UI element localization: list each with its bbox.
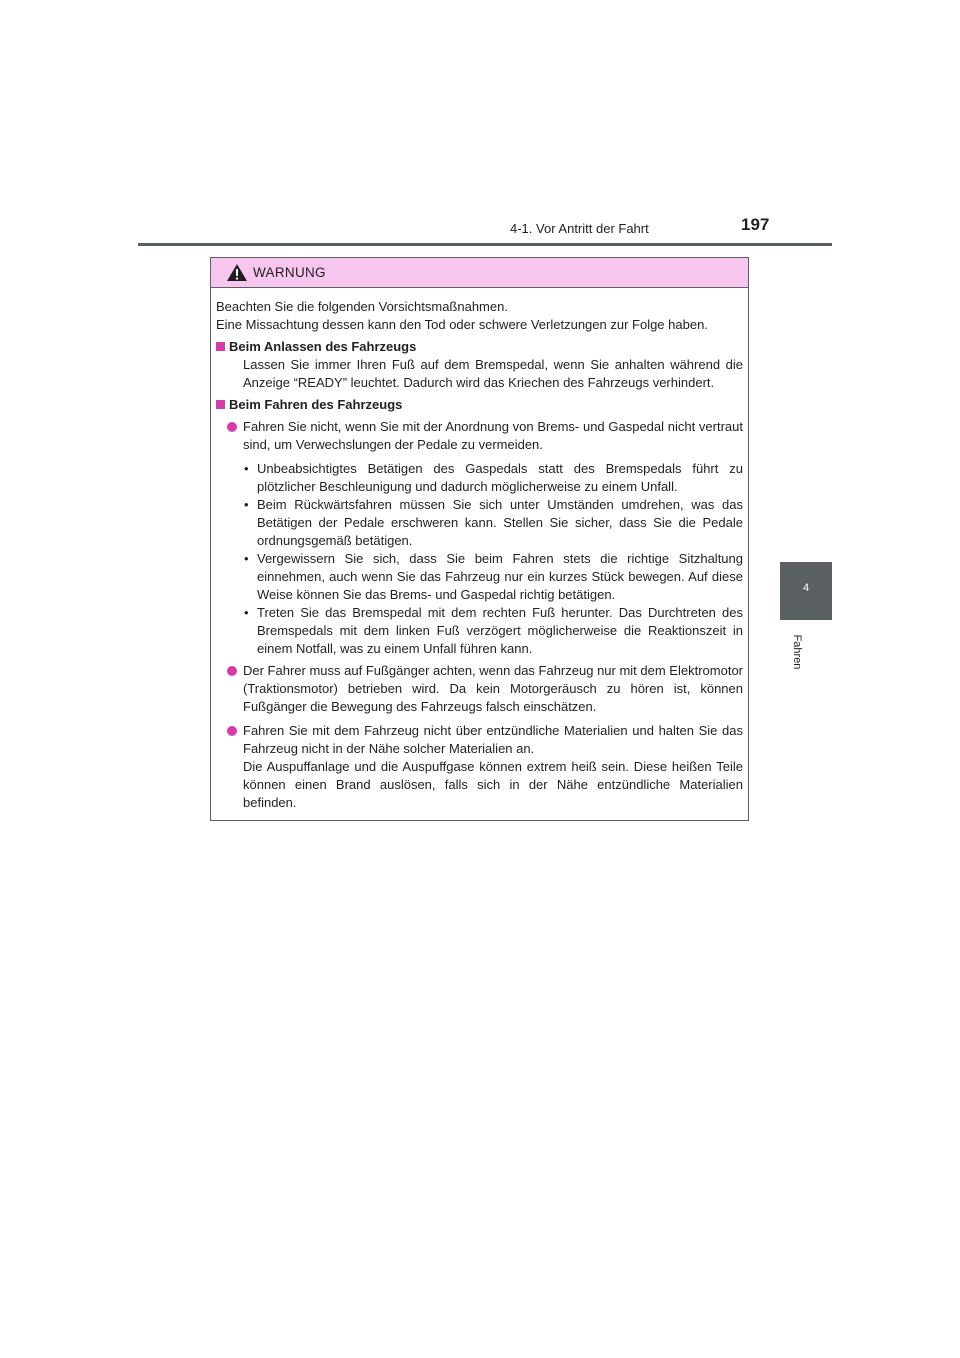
sub-bullet [216,496,743,550]
page-number: 197 [741,215,770,234]
warning-title: WARNUNG [253,265,326,280]
sub-bullet [216,604,743,658]
square-bullet-icon [216,400,225,409]
circle-bullet-icon [227,666,237,676]
sub-bullet-text: Vergewissern Sie sich, dass Sie beim Fahren stets die richtige Sitzhaltung einnehmen, auch wenn Sie das Fahrzeug nur ein kurzes Stück bewegen. Auf diese Weise können Sie das Brems- und Gaspedal richtig betätigen. [257,551,743,602]
chapter-number: 4 [802,582,810,594]
intro-line-1: Beachten Sie die folgenden Vorsichtsmaßnahmen. [216,299,508,314]
square-bullet-icon [216,342,225,351]
section-heading-text: Beim Fahren des Fahrzeugs [229,397,403,412]
chapter-tab [780,562,832,620]
section-title: 4-1. Vor Antritt der Fahrt [510,221,649,236]
section-text-start: Lassen Sie immer Ihren Fuß auf dem Bremspedal, wenn Sie anhalten während die Anzeige “READY” leuchtet. Dadurch wird das Kriechen des Fahrzeugs verhindert. [243,357,743,390]
section-heading-start [216,338,743,356]
warning-content [216,298,743,812]
circle-bullet-icon [227,422,237,432]
list-item-text: Fahren Sie mit dem Fahrzeug nicht über entzündliche Materialien und halten Sie das Fahrzeug nicht in der Nähe solcher Materialien an. [243,723,743,756]
list-item-flammable [216,722,743,758]
intro-line-2: Eine Missachtung dessen kann den Tod oder schwere Verletzungen zur Folge haben. [216,317,708,332]
section-heading-text: Beim Anlassen des Fahrzeugs [229,339,417,354]
chapter-label-text: Fahren [791,634,803,670]
section-heading-driving [216,396,743,414]
list-item-text: Der Fahrer muss auf Fußgänger achten, wenn das Fahrzeug nur mit dem Elektromotor (Traktionsmotor) betrieben wird. Da kein Motorgeräusch zu hören ist, können Fußgänger die Bewegung des Fahrzeugs falsch einschätzen. [243,663,743,714]
warning-box [210,257,749,821]
chapter-label [790,632,804,672]
dot-bullet-icon: • [244,551,249,566]
sub-bullet-text: Treten Sie das Bremspedal mit dem rechten Fuß herunter. Das Durchtreten des Bremspedals mit dem linken Fuß verzögert möglicherweise die Reaktionszeit in einem Notfall, was zu einem Unfall führen kann. [257,605,743,656]
list-item-pedals [216,418,743,454]
warning-header [211,258,748,288]
list-item-continuation: Die Auspuffanlage und die Auspuffgase können extrem heiß sein. Diese heißen Teile können einen Brand auslösen, falls sich in der Nähe entzündliche Materialien befinden. [243,759,743,810]
list-item-pedestrians [216,662,743,716]
sub-bullet-text: Beim Rückwärtsfahren müssen Sie sich unter Umständen umdrehen, was das Betätigen der Pedale erschweren kann. Stellen Sie sicher, dass Sie die Pedale ordnungsgemäß betätigen. [257,497,743,548]
dot-bullet-icon: • [244,497,249,512]
circle-bullet-icon [227,726,237,736]
sub-bullet-text: Unbeabsichtigtes Betätigen des Gaspedals statt des Bremspedals führt zu plötzlicher Beschleunigung und dadurch möglicherweise zu einem Unfall. [257,461,743,494]
list-item-text: Fahren Sie nicht, wenn Sie mit der Anordnung von Brems- und Gaspedal nicht vertraut sind, um Verwechslungen der Pedale zu vermeiden. [243,419,743,452]
sub-bullet [216,460,743,496]
dot-bullet-icon: • [244,605,249,620]
header-rule [138,243,832,246]
warning-triangle-icon [226,263,248,282]
sub-bullet [216,550,743,604]
dot-bullet-icon: • [244,461,249,476]
